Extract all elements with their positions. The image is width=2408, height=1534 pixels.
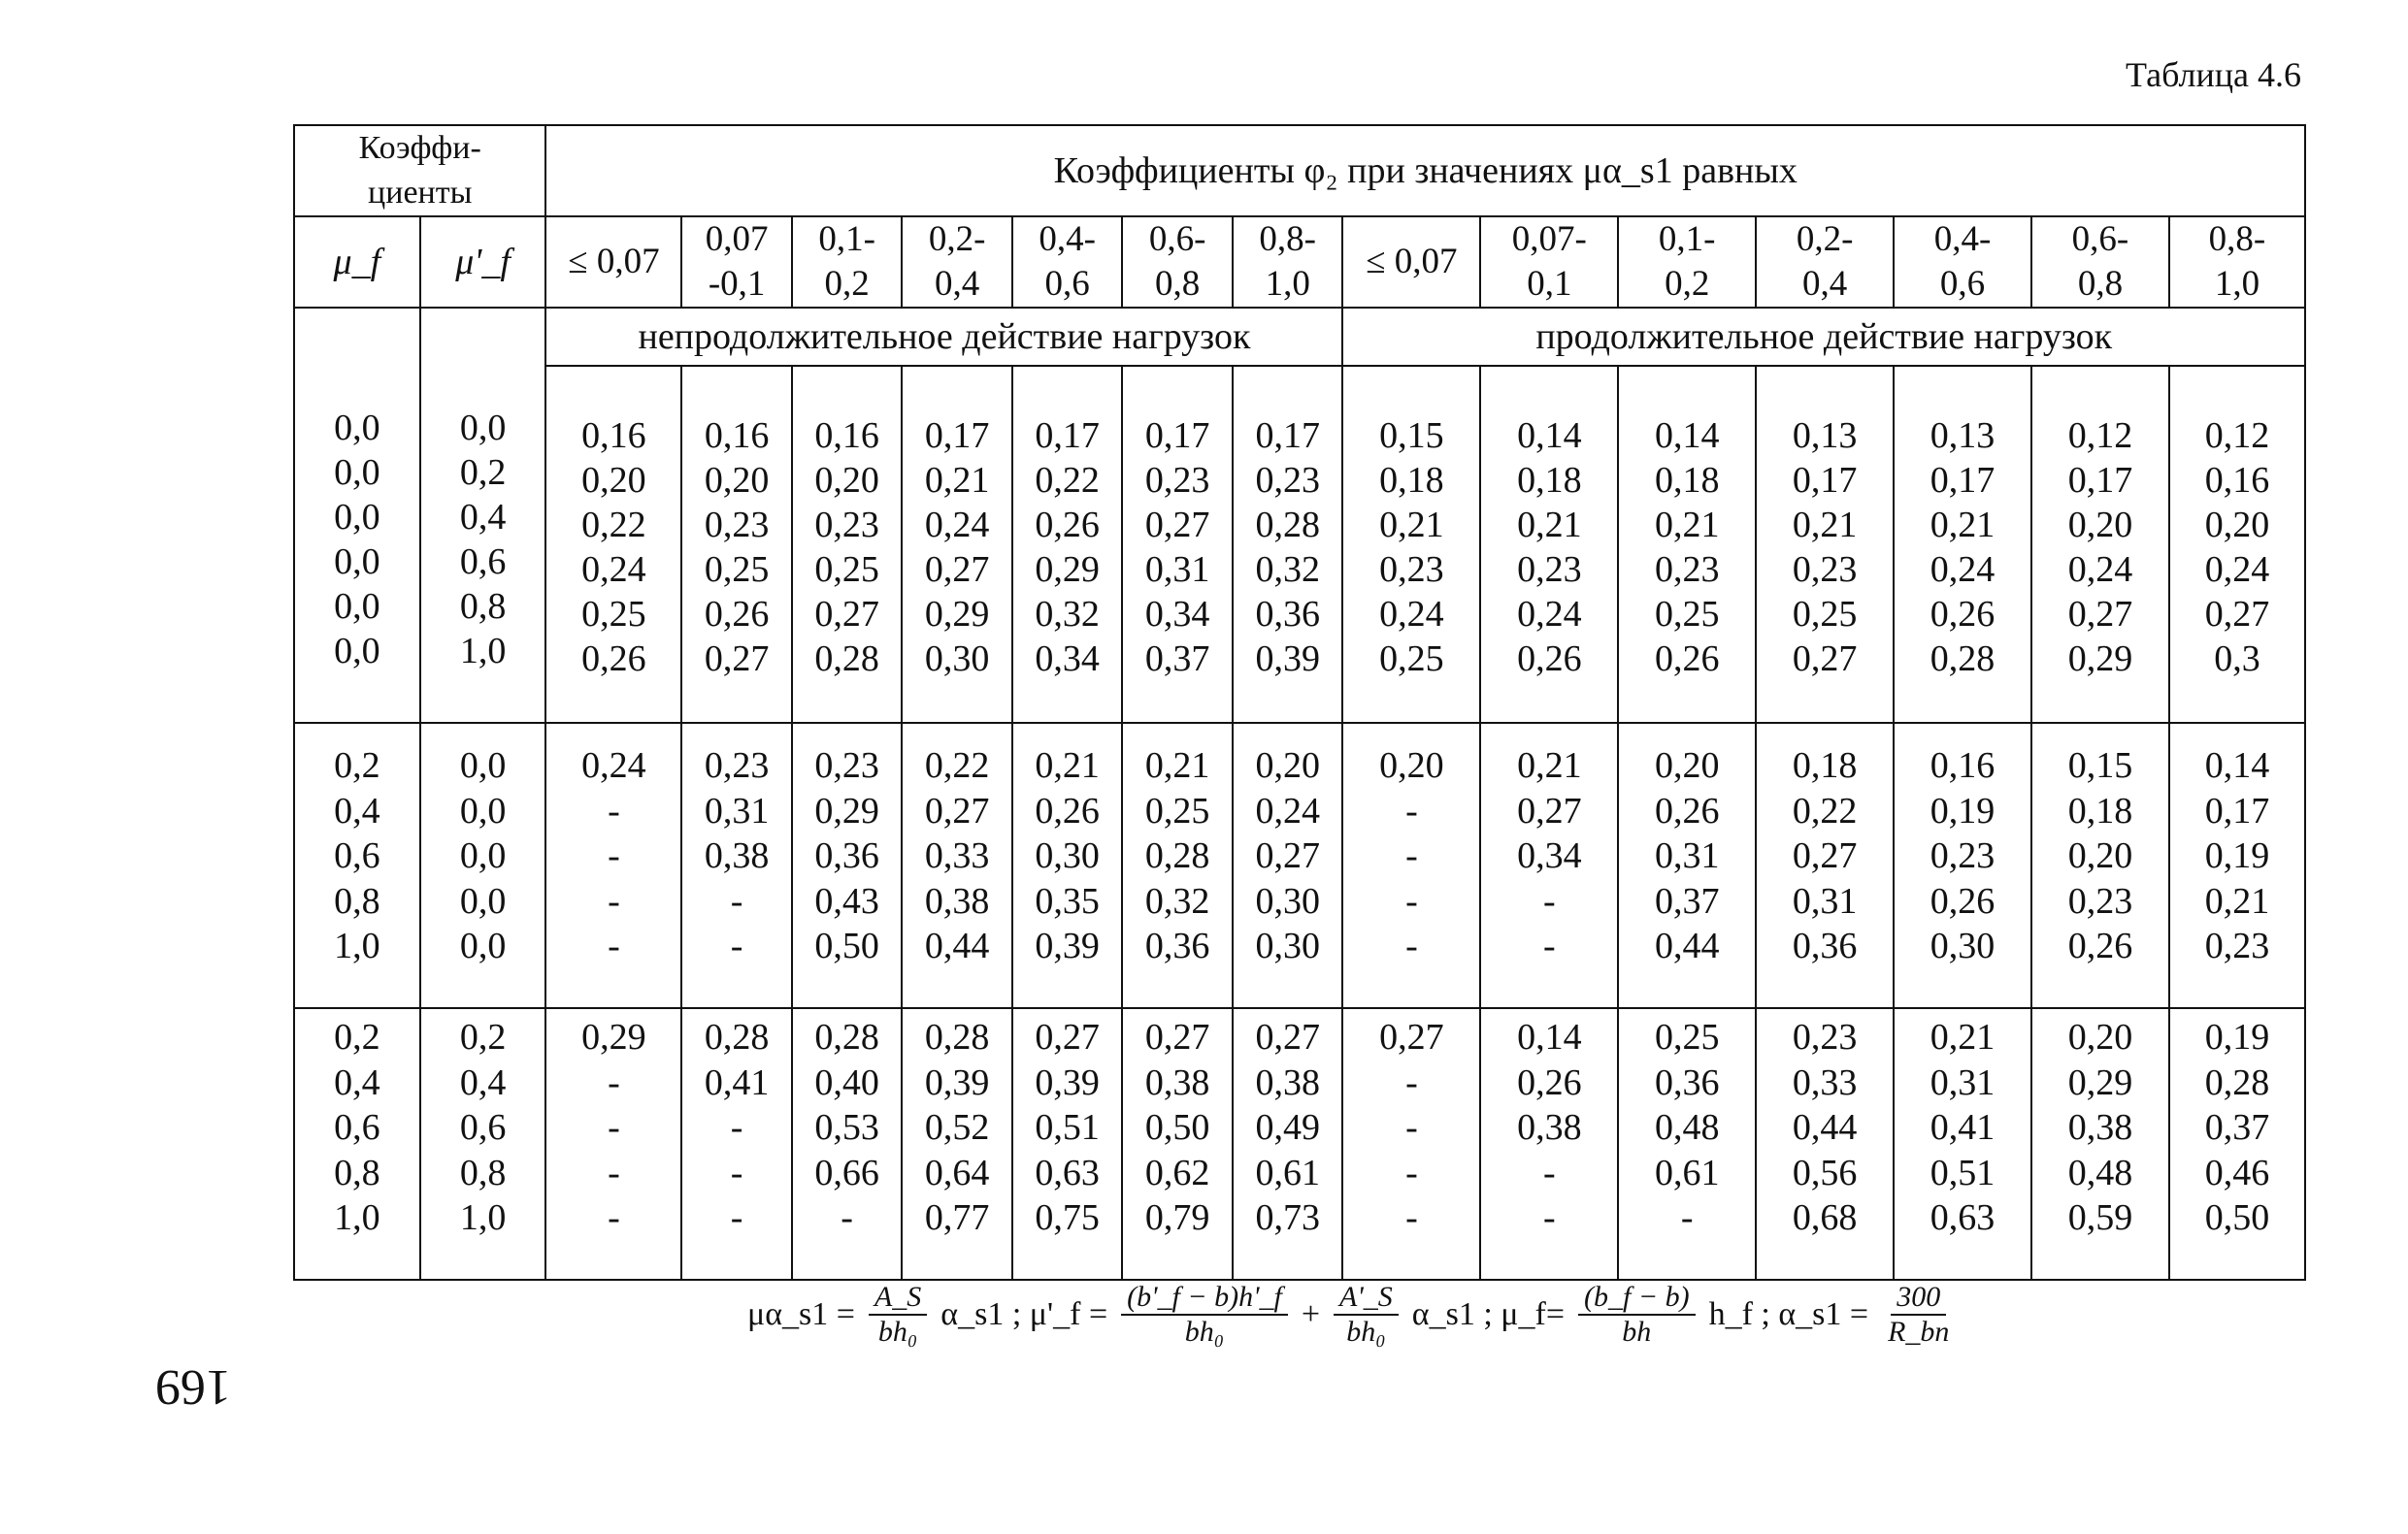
formula-numerator: 300: [1891, 1281, 1946, 1316]
formula-denominator: R_bn: [1888, 1316, 1950, 1348]
range-header: 0,4- 0,6: [1012, 216, 1123, 308]
table-cell: 0,16 0,20 0,23 0,25 0,26 0,27: [681, 366, 792, 723]
coefficients-table: [293, 124, 2306, 1281]
formula-numerator: A_S: [869, 1281, 927, 1316]
range-header: 0,1- 0,2: [792, 216, 903, 308]
table-cell: 0,14 0,18 0,21 0,23 0,25 0,26: [1618, 366, 1756, 723]
formula-numerator: (b_f − b): [1578, 1281, 1696, 1316]
range-header: 0,2- 0,4: [902, 216, 1012, 308]
table-cell: 0,23 0,31 0,38 - -: [681, 723, 792, 1008]
table-cell: 0,12 0,17 0,20 0,24 0,27 0,29: [2031, 366, 2169, 723]
header-coef: Коэффи- циенты: [294, 125, 545, 216]
group1-mu-f-prime: 0,0 0,2 0,4 0,6 0,8 1,0: [420, 308, 546, 723]
range-header: 0,8- 1,0: [2169, 216, 2305, 308]
table-cell: 0,18 0,22 0,27 0,31 0,36: [1756, 723, 1894, 1008]
table-cell: 0,21 0,25 0,28 0,32 0,36: [1122, 723, 1233, 1008]
table-cell: 0,13 0,17 0,21 0,23 0,25 0,27: [1756, 366, 1894, 723]
formula-fraction: [1334, 1281, 1399, 1349]
table-cell: 0,17 0,23 0,28 0,32 0,36 0,39: [1233, 366, 1343, 723]
header-mu-f-prime: μ'_f: [420, 216, 546, 308]
table-cell: 0,20 0,29 0,38 0,48 0,59: [2031, 1008, 2169, 1280]
formula-text: α_s1 ; μ_f=: [1411, 1296, 1566, 1332]
table-row: [294, 366, 2305, 723]
table-cell: 0,28 0,40 0,53 0,66 -: [792, 1008, 903, 1280]
table-cell: 0,29 - - - -: [545, 1008, 681, 1280]
table-cell: 0,27 0,38 0,49 0,61 0,73: [1233, 1008, 1343, 1280]
formula-text: +: [1301, 1296, 1321, 1332]
formula-denominator: bh: [1622, 1316, 1652, 1348]
formula-fraction: [1578, 1281, 1696, 1349]
table-cell: 0,20 0,24 0,27 0,30 0,30: [1233, 723, 1343, 1008]
table-cell: 0,17 0,23 0,27 0,31 0,34 0,37: [1122, 366, 1233, 723]
formula-denominator: bh₀: [1184, 1316, 1225, 1348]
range-header: ≤ 0,07: [545, 216, 681, 308]
table-cell: 0,19 0,28 0,37 0,46 0,50: [2169, 1008, 2305, 1280]
range-header: 0,6- 0,8: [1122, 216, 1233, 308]
group2-mu-f-prime: 0,0 0,0 0,0 0,0 0,0: [420, 723, 546, 1008]
table-cell: 0,23 0,33 0,44 0,56 0,68: [1756, 1008, 1894, 1280]
group3-mu-f: 0,2 0,4 0,6 0,8 1,0: [294, 1008, 420, 1280]
formula-fraction: [1121, 1281, 1288, 1349]
range-header: 0,07- 0,1: [1480, 216, 1618, 308]
formula-text: α_s1 ; μ'_f =: [940, 1296, 1108, 1332]
table-cell: 0,28 0,41 - - -: [681, 1008, 792, 1280]
formula-fraction: [869, 1281, 927, 1349]
header-main: Коэффициенты φ₂ при значениях μα_s1 равных: [545, 125, 2305, 216]
table-cell: 0,16 0,19 0,23 0,26 0,30: [1894, 723, 2031, 1008]
table-cell: 0,15 0,18 0,20 0,23 0,26: [2031, 723, 2169, 1008]
range-header: ≤ 0,07: [1342, 216, 1480, 308]
formula-text: h_f ; α_s1 =: [1708, 1296, 1869, 1332]
table-cell: 0,22 0,27 0,33 0,38 0,44: [902, 723, 1012, 1008]
table-cell: 0,21 0,27 0,34 - -: [1480, 723, 1618, 1008]
table-cell: 0,14 0,18 0,21 0,23 0,24 0,26: [1480, 366, 1618, 723]
table-cell: 0,14 0,26 0,38 - -: [1480, 1008, 1618, 1280]
table-cell: 0,20 0,26 0,31 0,37 0,44: [1618, 723, 1756, 1008]
table-cell: 0,21 0,31 0,41 0,51 0,63: [1894, 1008, 2031, 1280]
range-header: 0,1- 0,2: [1618, 216, 1756, 308]
table-cell: 0,16 0,20 0,23 0,25 0,27 0,28: [792, 366, 903, 723]
table-cell: 0,12 0,16 0,20 0,24 0,27 0,3: [2169, 366, 2305, 723]
table-cell: 0,15 0,18 0,21 0,23 0,24 0,25: [1342, 366, 1480, 723]
range-header: 0,6- 0,8: [2031, 216, 2169, 308]
formula: [747, 1281, 1955, 1349]
table-cell: 0,28 0,39 0,52 0,64 0,77: [902, 1008, 1012, 1280]
table-label: Таблица 4.6: [2126, 55, 2301, 94]
table-cell: 0,14 0,17 0,19 0,21 0,23: [2169, 723, 2305, 1008]
formula-numerator: A'_S: [1334, 1281, 1399, 1316]
table-cell: 0,17 0,22 0,26 0,29 0,32 0,34: [1012, 366, 1123, 723]
range-header: 0,4- 0,6: [1894, 216, 2031, 308]
group1-mu-f: 0,0 0,0 0,0 0,0 0,0 0,0: [294, 308, 420, 723]
formula-numerator: (b'_f − b)h'_f: [1121, 1281, 1288, 1316]
formula-denominator: bh₀: [1346, 1316, 1386, 1348]
range-row: [294, 216, 2305, 308]
long-term-label: продолжительное действие нагрузок: [1342, 308, 2305, 366]
range-header: 0,07 -0,1: [681, 216, 792, 308]
table-cell: 0,27 0,38 0,50 0,62 0,79: [1122, 1008, 1233, 1280]
table-row: [294, 1008, 2305, 1280]
formula-lhs: μα_s1 =: [747, 1296, 855, 1332]
formula-fraction: [1882, 1281, 1955, 1349]
range-header: 0,8- 1,0: [1233, 216, 1343, 308]
page-number: 169: [155, 1359, 231, 1415]
table-cell: 0,27 - - - -: [1342, 1008, 1480, 1280]
group2-mu-f: 0,2 0,4 0,6 0,8 1,0: [294, 723, 420, 1008]
table-cell: 0,27 0,39 0,51 0,63 0,75: [1012, 1008, 1123, 1280]
header-mu-f: μ_f: [294, 216, 420, 308]
table-cell: 0,17 0,21 0,24 0,27 0,29 0,30: [902, 366, 1012, 723]
formula-denominator: bh₀: [877, 1316, 918, 1348]
table-cell: 0,25 0,36 0,48 0,61 -: [1618, 1008, 1756, 1280]
table-cell: 0,24 - - - -: [545, 723, 681, 1008]
table-cell: 0,16 0,20 0,22 0,24 0,25 0,26: [545, 366, 681, 723]
table-cell: 0,23 0,29 0,36 0,43 0,50: [792, 723, 903, 1008]
range-header: 0,2- 0,4: [1756, 216, 1894, 308]
table-cell: 0,20 - - - -: [1342, 723, 1480, 1008]
short-term-label: непродолжительное действие нагрузок: [545, 308, 1342, 366]
table-cell: 0,21 0,26 0,30 0,35 0,39: [1012, 723, 1123, 1008]
table-cell: 0,13 0,17 0,21 0,24 0,26 0,28: [1894, 366, 2031, 723]
group3-mu-f-prime: 0,2 0,4 0,6 0,8 1,0: [420, 1008, 546, 1280]
table-row: [294, 723, 2305, 1008]
